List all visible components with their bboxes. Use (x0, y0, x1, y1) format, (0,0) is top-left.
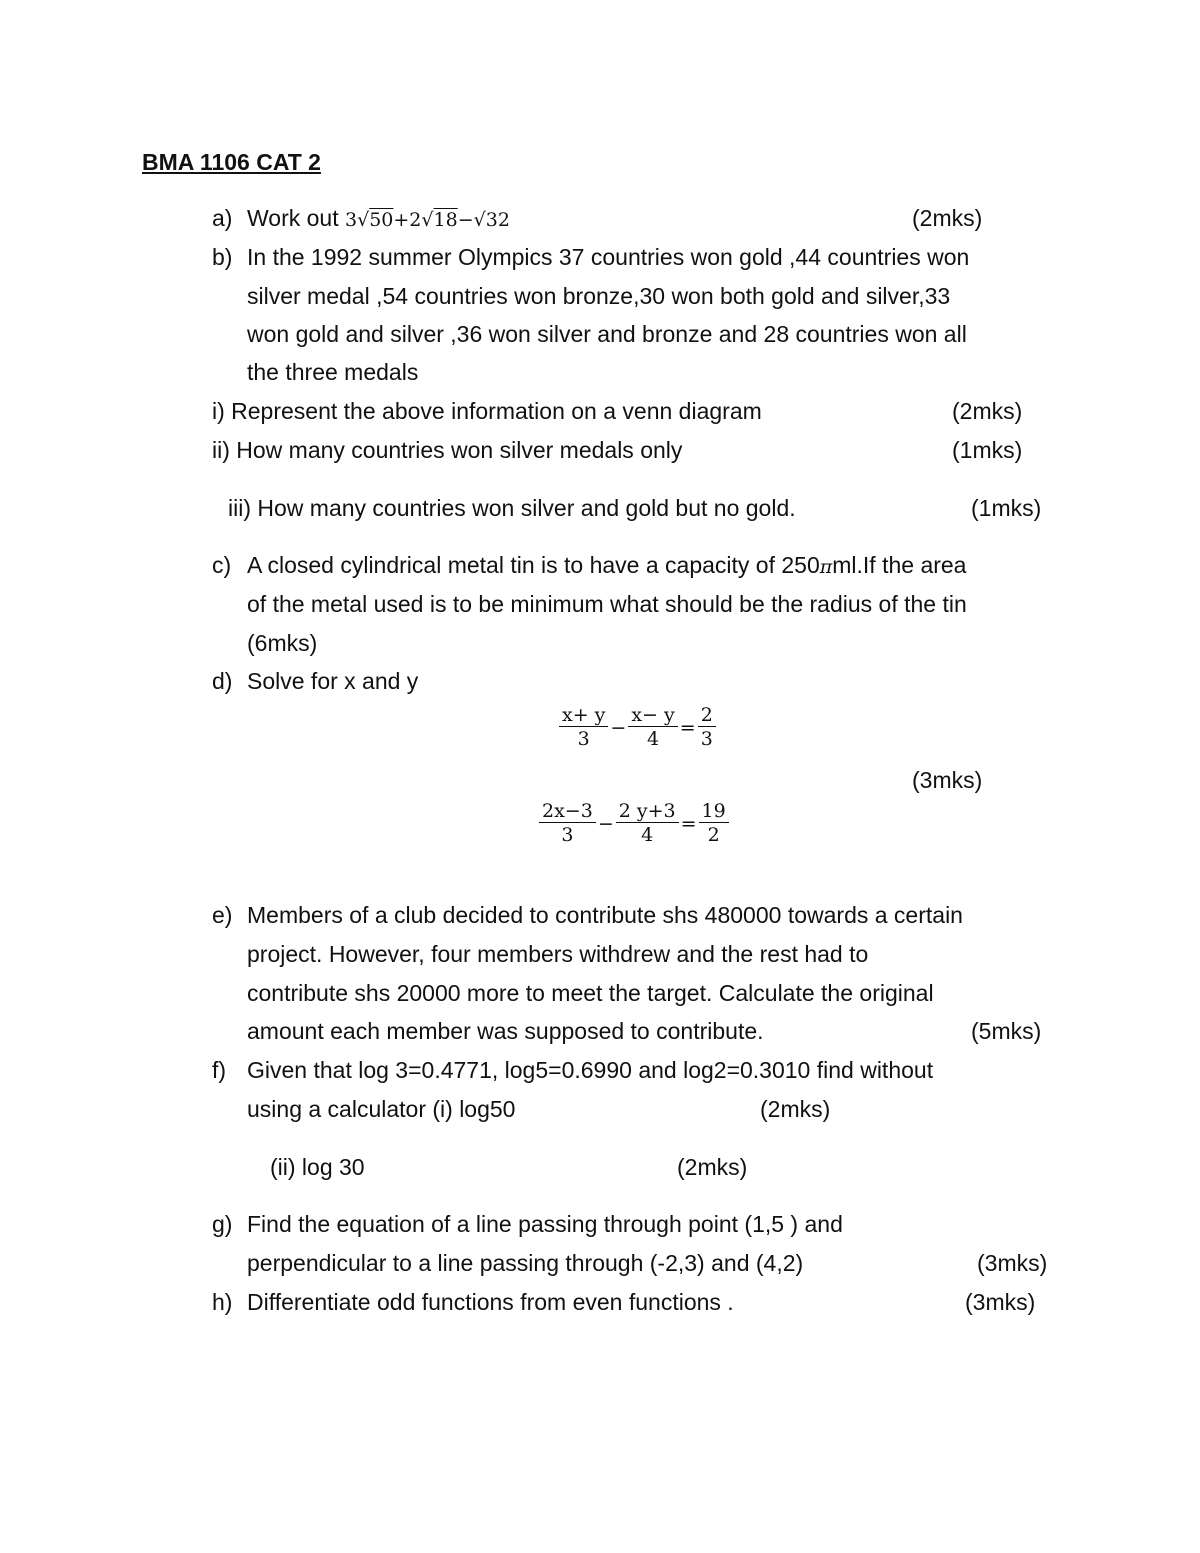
question-c-text-post: ml.If the area (832, 552, 967, 578)
question-h-label: h) (212, 1289, 233, 1315)
equation-1 (558, 704, 717, 751)
question-g-line-1: Find the equation of a line passing through point (1,5 ) and (247, 1211, 843, 1237)
eq2-numerator-2: 2 y+3 (616, 800, 679, 823)
eq1-numerator-2: x− y (628, 704, 677, 727)
marks-a: (2mks) (912, 205, 983, 231)
radicand-2: 18 (433, 209, 458, 231)
question-f-line-1: Given that log 3=0.4771, log5=0.6990 and log2=0.3010 find without (247, 1057, 934, 1083)
question-d-label: d) (212, 668, 233, 694)
question-f-label: f) (212, 1057, 227, 1083)
surd-expression: 3√50+2√18−√32 (345, 209, 510, 231)
question-a-label: a) (212, 205, 233, 231)
question-e-line-1: Members of a club decided to contribute shs 480000 towards a certain (247, 902, 963, 928)
question-b-line-3: won gold and silver ,36 won silver and bronze and 28 countries won all (247, 321, 967, 347)
question-b-iii: iii) How many countries won silver and gold but no gold. (228, 495, 796, 521)
eq2-denominator-3: 2 (707, 824, 720, 846)
marks-b-i: (2mks) (952, 398, 1023, 424)
eq1-fraction-3 (698, 704, 716, 751)
page-title: BMA 1106 CAT 2 (142, 149, 321, 175)
question-h-text: Differentiate odd functions from even functions . (247, 1289, 734, 1315)
question-b-line-4: the three medals (247, 359, 419, 385)
marks-g: (3mks) (977, 1250, 1048, 1276)
eq1-fraction-2 (628, 704, 677, 751)
marks-d: (3mks) (912, 767, 983, 793)
eq1-numerator-3: 2 (698, 704, 716, 727)
question-b-i: i) Represent the above information on a venn diagram (212, 398, 762, 424)
marks-b-iii: (1mks) (971, 495, 1042, 521)
eq2-operator-equals: = (680, 812, 697, 835)
question-f-line-3: (ii) log 30 (270, 1154, 365, 1180)
eq2-denominator-1: 3 (561, 824, 574, 846)
pi-symbol: π (819, 556, 833, 578)
question-d-text: Solve for x and y (247, 668, 419, 694)
question-c-line-1 (247, 551, 966, 581)
eq1-denominator-1: 3 (577, 728, 590, 750)
eq1-denominator-2: 4 (647, 728, 660, 750)
marks-b-ii: (1mks) (952, 437, 1023, 463)
eq1-denominator-3: 3 (700, 728, 713, 750)
eq2-numerator-3: 19 (699, 800, 729, 823)
eq2-fraction-1 (539, 800, 596, 847)
question-a-text: Work out (247, 205, 339, 231)
eq2-fraction-2 (616, 800, 679, 847)
surd-coef-1: 3 (345, 209, 358, 231)
question-b-label: b) (212, 244, 233, 270)
question-c-text-pre: A closed cylindrical metal tin is to have a capacity of 250 (247, 552, 820, 578)
question-f-line-2: using a calculator (i) log50 (247, 1096, 516, 1122)
question-c-line-2: of the metal used is to be minimum what should be the radius of the tin (247, 591, 967, 617)
marks-c: (6mks) (247, 630, 318, 656)
question-g-line-2: perpendicular to a line passing through (-2,3) and (4,2) (247, 1250, 804, 1276)
surd-coef-2: +2 (393, 209, 422, 231)
equation-2 (538, 800, 730, 847)
surd-term-3: −√32 (457, 209, 510, 231)
eq1-operator-equals: = (679, 716, 696, 739)
question-a (247, 204, 510, 234)
question-b-ii: ii) How many countries won silver medals only (212, 437, 683, 463)
question-g-label: g) (212, 1211, 233, 1237)
question-b-line-2: silver medal ,54 countries won bronze,30 won both gold and silver,33 (247, 283, 951, 309)
eq1-operator-minus: − (610, 716, 627, 739)
radicand-1: 50 (369, 209, 394, 231)
eq2-operator-minus: − (597, 812, 614, 835)
marks-h: (3mks) (965, 1289, 1036, 1315)
marks-f-ii: (2mks) (677, 1154, 748, 1180)
question-e-label: e) (212, 902, 233, 928)
question-c-label: c) (212, 552, 232, 578)
eq2-numerator-1: 2x−3 (539, 800, 596, 823)
question-e-line-3: contribute shs 20000 more to meet the target. Calculate the original (247, 980, 934, 1006)
question-e-line-2: project. However, four members withdrew and the rest had to (247, 941, 869, 967)
eq1-fraction-1 (559, 704, 608, 751)
eq2-fraction-3 (699, 800, 729, 847)
marks-e: (5mks) (971, 1018, 1042, 1044)
eq2-denominator-2: 4 (641, 824, 654, 846)
marks-f-i: (2mks) (760, 1096, 831, 1122)
eq1-numerator-1: x+ y (559, 704, 608, 727)
question-e-line-4: amount each member was supposed to contribute. (247, 1018, 764, 1044)
question-b-line-1: In the 1992 summer Olympics 37 countries won gold ,44 countries won (247, 244, 970, 270)
